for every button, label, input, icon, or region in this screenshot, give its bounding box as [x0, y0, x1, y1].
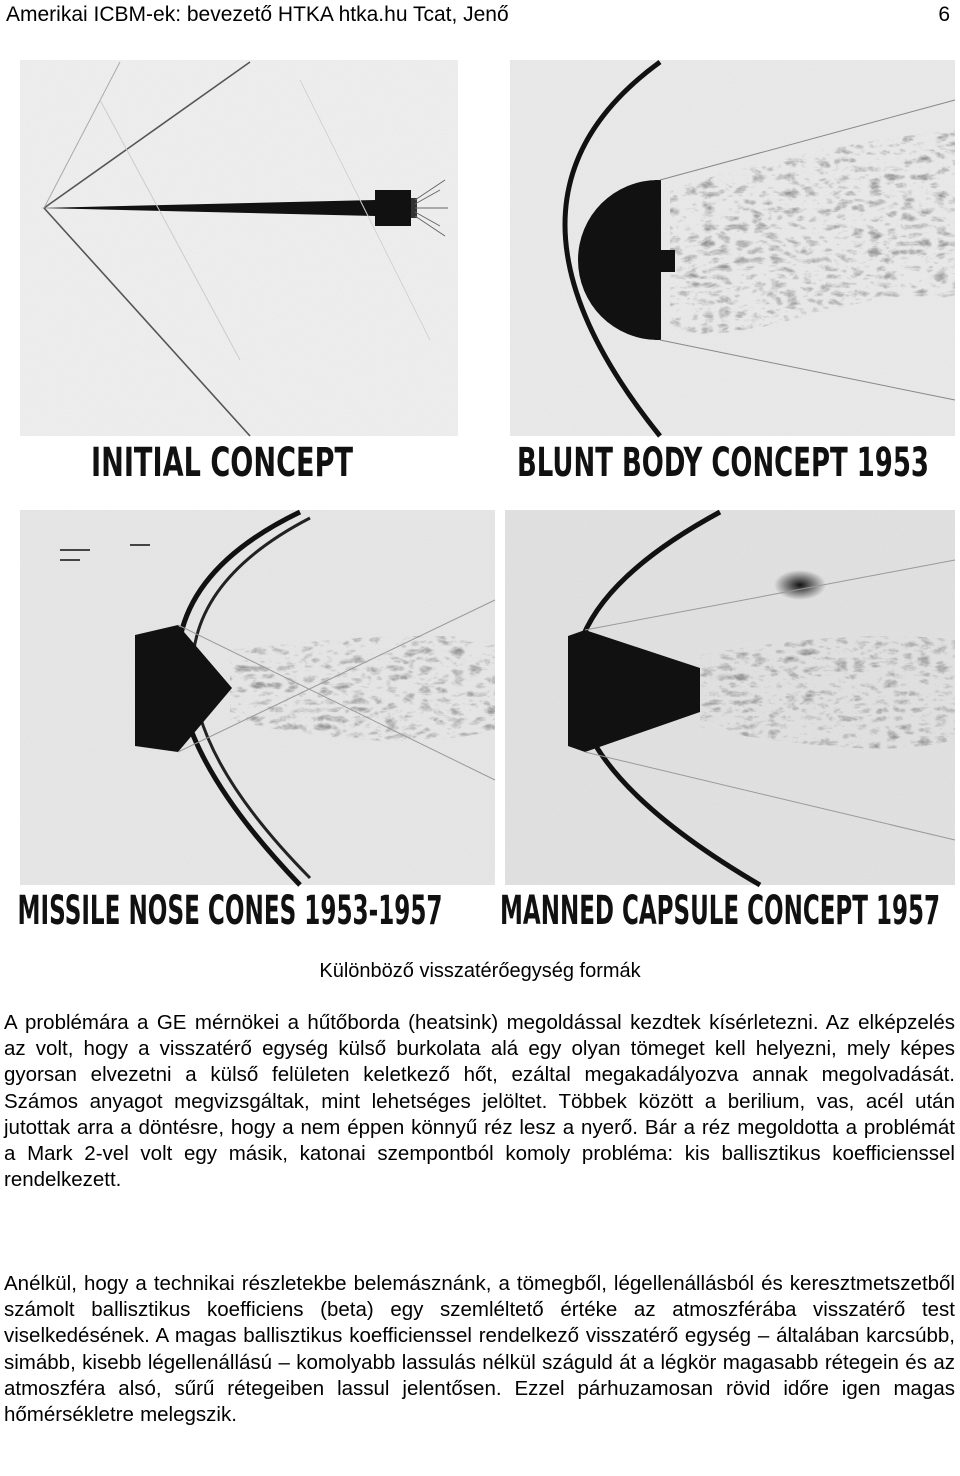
page-number: 6	[938, 3, 950, 26]
initial-concept-panel	[20, 60, 458, 436]
photo-background	[20, 60, 458, 436]
panel-label-missile-nose-cones: MISSILE NOSE CONES 1953-1957	[17, 888, 443, 934]
manned-capsule-panel	[505, 510, 955, 885]
film-smudge	[774, 570, 826, 600]
body-paragraph: A problémára a GE mérnökei a hűtőborda (heatsink) megoldással kezdtek kísérletezni. Az elképzelés az volt, hogy a visszatérő egység külső burkolata alá egy olyan tömeget kell helyezni, mely képes gyorsan elvezetni a külső felületen keletkező hőt, ezáltal megakadályozva annak megolvadását. Számos anyagot megvizsgáltak, mint lehetséges jelöltet. Többek között a berilium, vas, acél után jutottak arra a döntésre, hogy a nem éppen könnyű réz lesz a nyerő. Bár a réz megoldotta a problémát a Mark 2-vel volt egy másik, katonai szempontból komoly probléma: kis ballisztikus koefficienssel rendelkezett.	[4, 1011, 955, 1192]
panel-label-blunt-body: BLUNT BODY CONCEPT 1953	[517, 440, 929, 486]
body-stub	[661, 250, 675, 272]
body-face	[655, 180, 661, 340]
missile-nose-cones-panel	[20, 510, 495, 885]
figure-caption: Különböző visszatérőegység formák	[319, 960, 641, 982]
document-title: Amerikai ICBM-ek: bevezető HTKA htka.hu Tcat, Jenő	[6, 3, 509, 26]
body-base	[375, 190, 411, 226]
page-header	[4, 0, 956, 30]
turbulent-wake	[700, 636, 955, 749]
blunt-body-panel	[510, 60, 955, 436]
panel-label-manned-capsule: MANNED CAPSULE CONCEPT 1957	[500, 888, 940, 934]
body-paragraph: Anélkül, hogy a technikai részletekbe belemásznánk, a tömegből, légellenállásból és keresztmetszetből számolt ballisztikus koefficiens (beta) egy szemléltető értéke az atmoszférába visszatérő test viselkedésének. A magas ballisztikus koefficienssel rendelkező visszatérő egység – általában karcsúbb, simább, kisebb légellenállású – komolyabb lassulás nélkül száguld át a légkör magasabb rétegein és az atmoszféra alsó, sűrű rétegeiben lassul jelentősen. Ezzel párhuzamosan rövid időre igen magas hőmérsékletre melegszik.	[4, 1272, 955, 1427]
reentry-shapes-figure	[0, 40, 960, 945]
turbulent-wake	[230, 636, 495, 741]
panel-label-initial: INITIAL CONCEPT	[91, 440, 354, 486]
